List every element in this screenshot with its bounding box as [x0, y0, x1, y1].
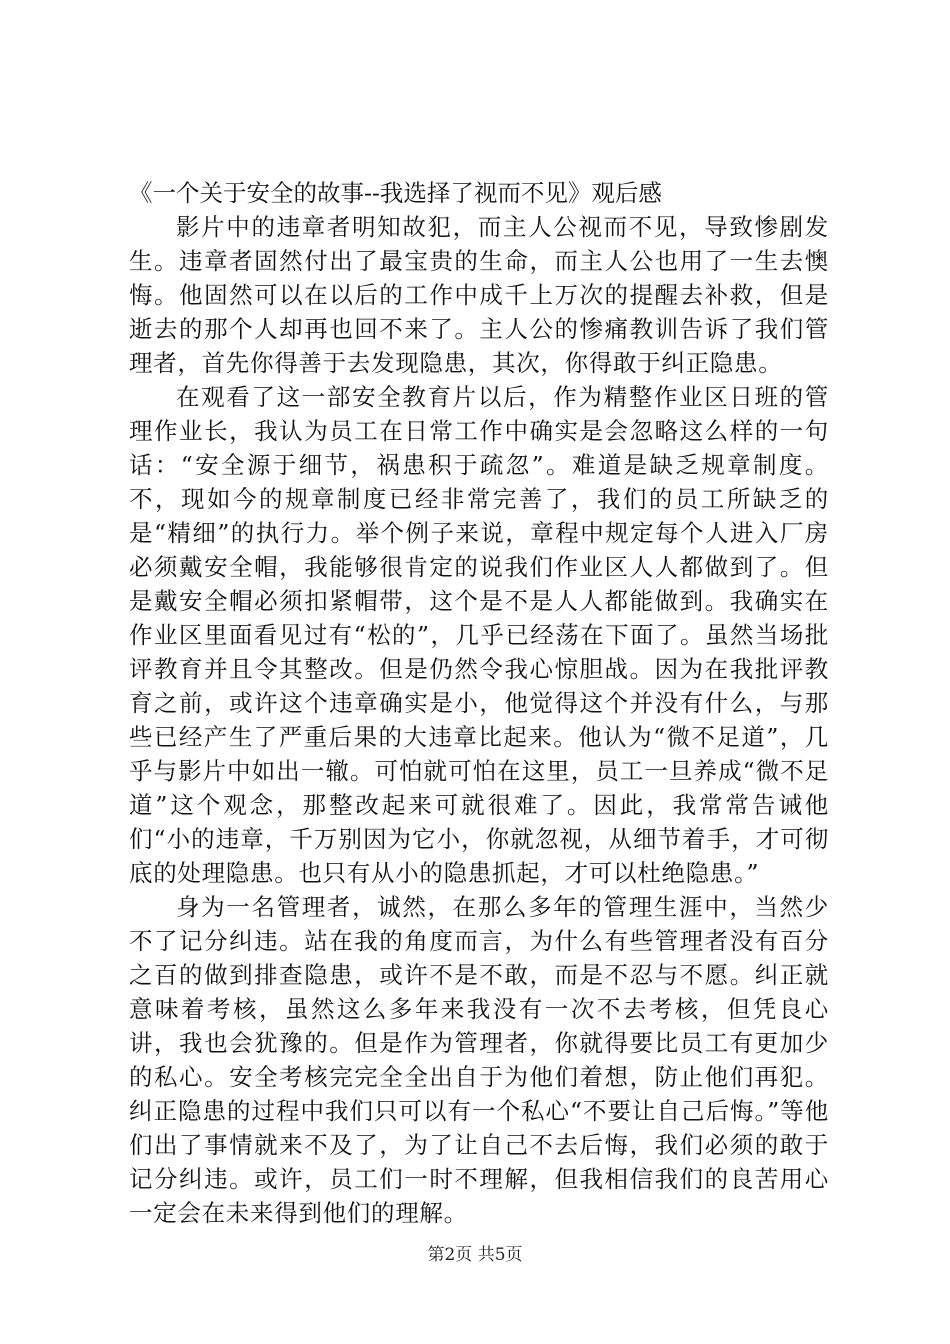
paragraph: 身为一名管理者，诚然，在那么多年的管理生涯中，当然少不了记分纠违。站在我的角度而言，为什么有些管理者没有百分之百的做到排查隐患，或许不是不敢，而是不忍与不愿。纠正就意味着考核，虽然这么多年来我没有一次不去考核，但凭良心讲，我也会犹豫的。但是作为管理者，你就得要比员工有更加少的私心。安全考核完完全全出自于为他们着想，防止他们再犯。纠正隐患的过程中我们只可以有一个私心“不要让自己后悔。”等他们出了事情就来不及了，为了让自己不去后悔，我们必须的敢于记分纠违。或许，员工们一时不理解，但我相信我们的良苦用心一定会在未来得到他们的理解。	[129, 893, 829, 1227]
document-body	[129, 176, 829, 1230]
document-title: 《一个关于安全的故事--我选择了视而不见》观后感	[129, 179, 662, 207]
page-number-footer: 第2页 共5页	[427, 1245, 523, 1265]
paragraph: 影片中的违章者明知故犯，而主人公视而不见，导致惨剧发生。违章者固然付出了最宝贵的生命，而主人公也用了一生去懊悔。他固然可以在以后的工作中成千上万次的提醒去补救，但是逝去的那个人却再也回不来了。主人公的惨痛教训告诉了我们管理者，首先你得善于去发现隐患，其次，你得敢于纠正隐患。	[129, 213, 829, 377]
paragraph: 在观看了这一部安全教育片以后，作为精整作业区日班的管理作业长，我认为员工在日常工作中确实是会忽略这么样的一句话：“安全源于细节，祸患积于疏忽”。难道是缺乏规章制度。不，现如今的规章制度已经非常完善了，我们的员工所缺乏的是“精细”的执行力。举个例子来说，章程中规定每个人进入厂房必须戴安全帽，我能够很肯定的说我们作业区人人都做到了。但是戴安全帽必须扣紧帽带，这个是不是人人都能做到。我确实在作业区里面看见过有“松的”，几乎已经荡在下面了。虽然当场批评教育并且令其整改。但是仍然令我心惊胆战。因为在我批评教育之前，或许这个违章确实是小，他觉得这个并没有什么，与那些已经产生了严重后果的大违章比起来。他认为“微不足道”，几乎与影片中如出一辙。可怕就可怕在这里，员工一旦养成“微不足道”这个观念，那整改起来可就很难了。因此，我常常告诫他们“小的违章，千万别因为它小，你就忽视，从细节着手，才可彻底的处理隐患。也只有从小的隐患抓起，才可以杜绝隐患。”	[129, 383, 829, 887]
